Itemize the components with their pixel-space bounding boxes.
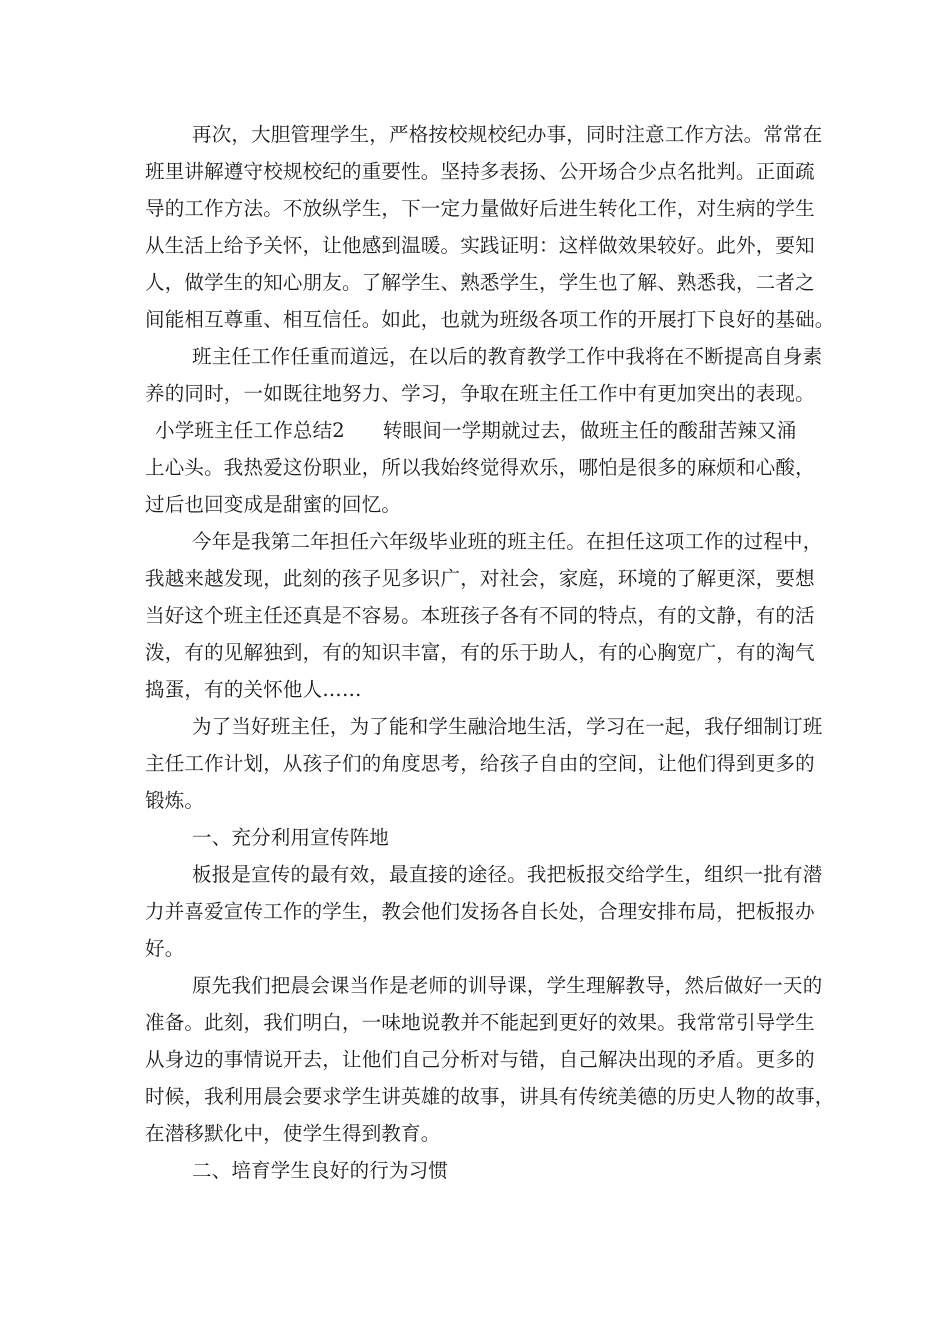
subsection-heading: 二、培育学生良好的行为习惯 (192, 1159, 449, 1182)
text-line: 准备。此刻，我们明白，一味地说教并不能起到更好的效果。我常常引导学生 (145, 1011, 815, 1034)
text-line: 好。 (145, 937, 185, 960)
text-line: 时候，我利用晨会要求学生讲英雄的故事，讲具有传统美德的历史人物的故事， (145, 1085, 835, 1108)
text-line: 从身边的事情说开去，让他们自己分析对与错，自己解决出现的矛盾。更多的 (145, 1048, 815, 1071)
text-line: 过后也回变成是甜蜜的回忆。 (145, 493, 402, 516)
subsection-heading: 一、充分利用宣传阵地 (192, 826, 390, 849)
text-line: 今年是我第二年担任六年级毕业班的班主任。在担任这项工作的过程中， (192, 530, 823, 553)
text-line: 泼，有的见解独到，有的知识丰富，有的乐于助人，有的心胸宽广，有的淘气 (145, 641, 815, 664)
section-heading-line (155, 419, 835, 443)
text-line: 间能相互尊重、相互信任。如此，也就为班级各项工作的开展打下良好的基础。 (145, 308, 835, 331)
text-line: 人，做学生的知心朋友。了解学生、熟悉学生，学生也了解、熟悉我，二者之 (145, 271, 815, 294)
text-line: 捣蛋，有的关怀他人…… (145, 678, 362, 701)
text-line: 养的同时，一如既往地努力、学习，争取在班主任工作中有更加突出的表现。 (145, 382, 815, 405)
text-line: 原先我们把晨会课当作是老师的训导课，学生理解教导，然后做好一天的 (192, 974, 823, 997)
section-title: 小学班主任工作总结2 (155, 419, 345, 442)
text-line: 锻炼。 (145, 789, 205, 812)
section-continuation: 转眼间一学期就过去，做班主任的酸甜苦辣又涌 (382, 419, 797, 442)
text-line: 班里讲解遵守校规校纪的重要性。坚持多表扬、公开场合少点名批判。正面疏 (145, 160, 815, 183)
text-line: 力并喜爱宣传工作的学生，教会他们发扬各自长处，合理安排布局，把板报办 (145, 900, 815, 923)
text-line: 导的工作方法。不放纵学生，下一定力量做好后进生转化工作，对生病的学生 (145, 197, 815, 220)
text-line: 当好这个班主任还真是不容易。本班孩子各有不同的特点，有的文静，有的活 (145, 604, 815, 627)
text-line: 主任工作计划，从孩子们的角度思考，给孩子自由的空间，让他们得到更多的 (145, 752, 815, 775)
text-line: 上心头。我热爱这份职业，所以我始终觉得欢乐，哪怕是很多的麻烦和心酸， (145, 456, 815, 479)
text-line: 班主任工作任重而道远，在以后的教育教学工作中我将在不断提高自身素 (192, 345, 823, 368)
text-line: 在潜移默化中，使学生得到教育。 (145, 1122, 441, 1145)
text-line: 再次，大胆管理学生，严格按校规校纪办事，同时注意工作方法。常常在 (192, 123, 823, 146)
text-line: 我越来越发现，此刻的孩子见多识广，对社会，家庭，环境的了解更深，要想 (145, 567, 815, 590)
text-line: 板报是宣传的最有效，最直接的途径。我把板报交给学生，组织一批有潜 (192, 863, 823, 886)
text-line: 为了当好班主任，为了能和学生融洽地生活，学习在一起，我仔细制订班 (192, 715, 823, 738)
text-line: 从生活上给予关怀，让他感到温暖。实践证明：这样做效果较好。此外，要知 (145, 234, 815, 257)
